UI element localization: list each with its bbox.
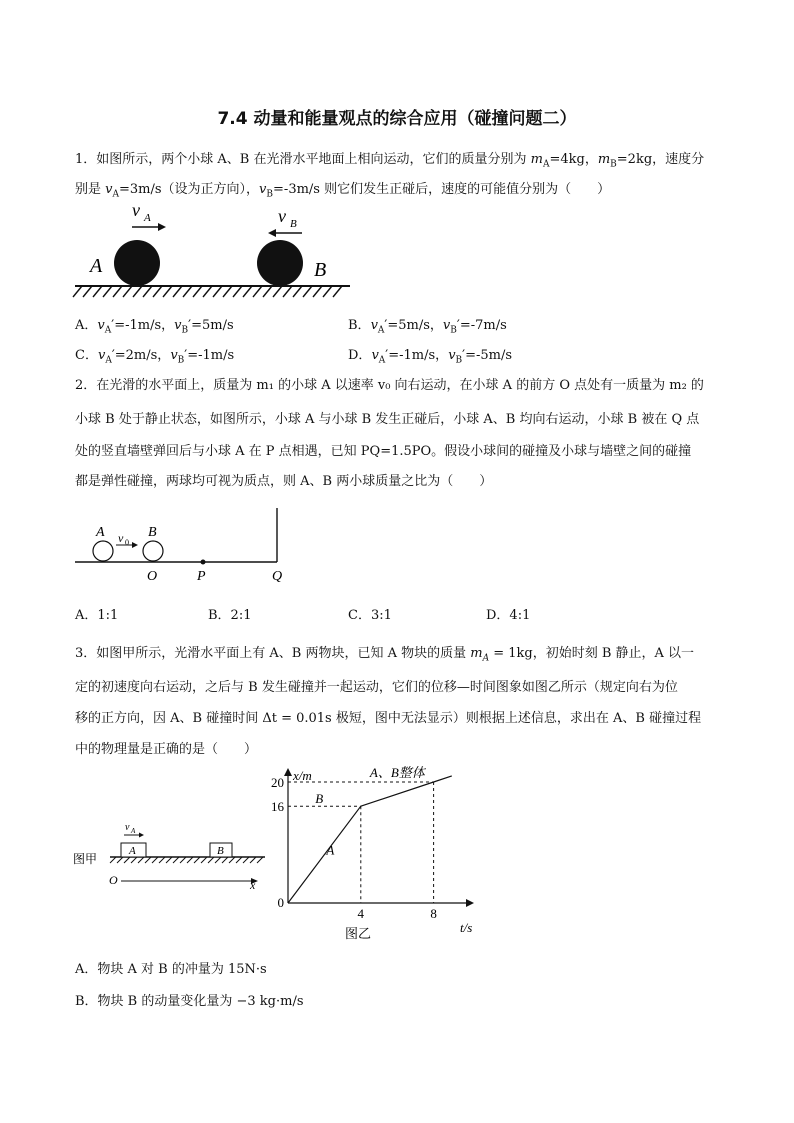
hatch-line	[131, 857, 137, 863]
q2-figure	[70, 500, 300, 590]
hatch-line	[223, 286, 232, 297]
hatch-line	[152, 857, 158, 863]
y-axis-label: x/m	[293, 768, 312, 783]
hatch-line	[113, 286, 122, 297]
y-axis-arrow	[284, 768, 292, 776]
series-label-a: A	[326, 842, 335, 858]
hatch-line	[187, 857, 193, 863]
y-tick-label: 16	[271, 799, 284, 815]
hatch-line	[253, 286, 262, 297]
q2-line-4: 都是弹性碰撞，两球均可视为质点，则 A、B 两小球质量之比为（ ）	[75, 474, 493, 489]
q3-option-a[interactable]: A．物块 A 对 B 的冲量为 15N·s	[75, 962, 267, 977]
hatch-line	[133, 286, 142, 297]
hatch-line	[180, 857, 186, 863]
series-line-0	[288, 806, 361, 903]
q3-figure-jia	[70, 815, 275, 895]
x-axis-label: t/s	[460, 920, 473, 935]
hatch-line	[123, 286, 132, 297]
label-v0: v	[118, 531, 124, 545]
hatch-line	[283, 286, 292, 297]
hatch-line	[73, 286, 82, 297]
q1-option-d[interactable]: D．$v_A'=-1m/s$，$v_B'=-5m/s$	[348, 348, 513, 366]
ball-b	[143, 541, 163, 561]
q1-text: 1．如图所示，两个小球 A、B 在光滑水平地面上相向运动，它们的质量分别为	[75, 152, 531, 167]
hatch-line	[194, 857, 200, 863]
ball-a	[114, 240, 160, 286]
origin-label: 0	[277, 895, 284, 910]
q3-chart	[270, 760, 490, 945]
label-b: B	[148, 525, 157, 540]
q1-text: =2kg，速度分	[616, 152, 705, 167]
hatch-line	[208, 857, 214, 863]
hatch-line	[213, 286, 222, 297]
q1-option-a[interactable]: A．$v_A'=-1m/s$，$v_B'=5m/s$	[75, 318, 234, 336]
hatch-line	[145, 857, 151, 863]
q1-text: =3m/s（设为正方向），	[119, 182, 260, 197]
hatch-line	[193, 286, 202, 297]
label-b: B	[314, 259, 327, 281]
q3-text: = 1kg，初始时刻 B 静止，A 以一	[489, 646, 695, 661]
hatch-line	[163, 286, 172, 297]
hatch-line	[229, 857, 235, 863]
hatch-line	[333, 286, 342, 297]
q1-option-c[interactable]: C．$v_A'=2m/s$，$v_B'=-1m/s$	[75, 348, 235, 366]
q3-line-1	[75, 642, 694, 664]
hatch-line	[201, 857, 207, 863]
label-q: Q	[272, 569, 283, 584]
q3-text: 3．如图甲所示，光滑水平面上有 A、B 两物块，已知 A 物块的质量	[75, 646, 471, 661]
q1-text: 别是	[75, 182, 106, 197]
q2-line-3: 处的竖直墙壁弹回后与小球 A 在 P 点相遇，已知 PQ=1.5PO。假设小球间的碰撞及小球与墙壁之间的碰撞	[75, 444, 692, 459]
label-vb: v	[278, 206, 286, 226]
hatch-line	[323, 286, 332, 297]
hatch-line	[233, 286, 242, 297]
point-p	[201, 560, 206, 565]
label-x: x	[250, 878, 256, 892]
label-o: O	[109, 873, 118, 887]
ball-b	[257, 240, 303, 286]
ground-hatch	[110, 857, 263, 863]
q1-figure	[70, 200, 360, 300]
q1-line-1: 1．如图所示，两个小球 A、B 在光滑水平地面上相向运动，它们的质量分别为 $m_A=4kg$，$m_B=2kg$，速度分	[75, 152, 705, 170]
hatch-line	[166, 857, 172, 863]
label-b: B	[217, 845, 224, 857]
label-p: P	[197, 569, 206, 584]
q1-text: =-3m/s 则它们发生正碰后，速度的可能值分别为（ ）	[273, 182, 611, 197]
hatch-line	[117, 857, 123, 863]
q3-m-sub: A	[482, 653, 490, 664]
q1-line-2: 别是 $v_A=3m/s$（设为正方向），$v_B=-3m/s$ 则它们发生正碰后，速度的可能值分别为（ ）	[75, 182, 611, 200]
label-va: v	[132, 200, 140, 220]
hatch-line	[153, 286, 162, 297]
x-axis-arrow	[466, 899, 474, 907]
q3-line-4: 中的物理量是正确的是（ ）	[75, 742, 258, 757]
q1-text: =4kg，	[549, 152, 598, 167]
hatch-line	[257, 857, 263, 863]
q2-line-2: 小球 B 处于静止状态，如图所示，小球 A 与小球 B 发生正碰后，小球 A、B 均向右运动，小球 B 被在 Q 点	[75, 412, 700, 427]
q3-line-3: 移的正方向，因 A、B 碰撞时间 Δt = 0.01s 极短，图中无法显示）则根据上述信息，求出在 A、B 碰撞过程	[75, 711, 702, 726]
figure-caption: 图乙	[344, 927, 372, 942]
y-tick-label: 20	[271, 775, 284, 790]
label-o: O	[147, 569, 158, 584]
hatch-line	[293, 286, 302, 297]
hatch-line	[263, 286, 272, 297]
label-vb-sub: B	[290, 218, 297, 230]
hatch-line	[159, 857, 165, 863]
q3-option-b[interactable]: B．物块 B 的动量变化量为 −3 kg·m/s	[75, 994, 304, 1009]
label-va: v	[125, 822, 130, 833]
ball-a	[93, 541, 113, 561]
q2-option-b[interactable]: B．2:1	[208, 608, 252, 623]
hatch-line	[273, 286, 282, 297]
q3-line-2: 定的初速度向右运动，之后与 B 发生碰撞并一起运动，它们的位移—时间图象如图乙所示（规定向右为位	[75, 680, 678, 695]
q2-line-1: 2．在光滑的水平面上，质量为 m₁ 的小球 A 以速率 v₀ 向右运动，在小球 A 的前方 O 点处有一质量为 m₂ 的	[75, 378, 704, 393]
q1-m-b: m	[597, 152, 611, 167]
hatch-line	[124, 857, 130, 863]
label-va-sub: A	[144, 212, 151, 224]
hatch-line	[83, 286, 92, 297]
series-label-ab: A、B整体	[369, 765, 425, 780]
q1-m-a: m	[530, 152, 543, 167]
hatch-line	[110, 857, 116, 863]
hatch-line	[243, 286, 252, 297]
label-v0-sub: 0	[125, 538, 129, 547]
hatch-line	[138, 857, 144, 863]
hatch-line	[93, 286, 102, 297]
hatch-line	[103, 286, 112, 297]
page-title: 7.4 动量和能量观点的综合应用（碰撞问题二）	[217, 109, 577, 129]
hatch-line	[143, 286, 152, 297]
ground-hatch	[73, 286, 342, 297]
hatch-line	[303, 286, 312, 297]
label-a: A	[96, 525, 105, 540]
hatch-line	[183, 286, 192, 297]
hatch-line	[222, 857, 228, 863]
x-tick-label: 8	[430, 906, 437, 921]
hatch-line	[236, 857, 242, 863]
figure-jia-label: 图甲	[73, 852, 98, 866]
hatch-line	[173, 857, 179, 863]
q2-option-a[interactable]: A．1:1	[75, 608, 119, 623]
q2-option-c[interactable]: C．3:1	[348, 608, 392, 623]
q3-m: m	[470, 646, 483, 661]
hatch-line	[313, 286, 322, 297]
series-label-b: B	[315, 791, 324, 807]
hatch-line	[215, 857, 221, 863]
x-tick-label: 4	[357, 906, 365, 921]
q2-option-d[interactable]: D．4:1	[486, 608, 531, 623]
label-a: A	[90, 255, 103, 277]
label-va-sub: A	[131, 827, 136, 835]
hatch-line	[243, 857, 249, 863]
label-a: A	[129, 845, 136, 857]
hatch-line	[173, 286, 182, 297]
hatch-line	[203, 286, 212, 297]
q1-option-b[interactable]: B．$v_A'=5m/s$，$v_B'=-7m/s$	[348, 318, 507, 336]
hatch-line	[250, 857, 256, 863]
series-line-1	[361, 776, 452, 806]
